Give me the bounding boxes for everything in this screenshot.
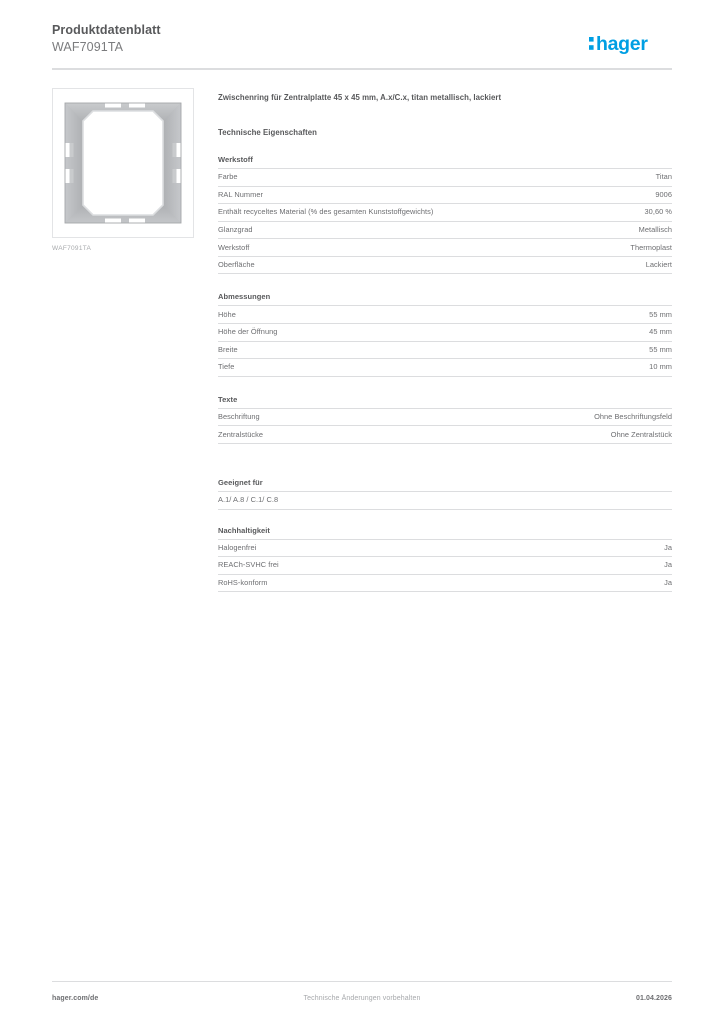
spec-label: Oberfläche [218, 260, 255, 270]
product-code-subtitle: WAF7091TA [52, 40, 124, 54]
spec-table [218, 305, 672, 376]
spec-label: Höhe [218, 309, 236, 319]
spec-label: RAL Nummer [218, 189, 263, 199]
spec-section [218, 292, 672, 376]
section-title: Abmessungen [218, 292, 271, 302]
spec-section [218, 526, 672, 593]
spec-label: Höhe der Öffnung [218, 327, 278, 337]
table-row [218, 204, 672, 222]
product-image-container [52, 88, 194, 238]
spec-value: Thermoplast [630, 242, 672, 252]
table-row [218, 491, 672, 509]
spec-value: Ja [664, 577, 672, 587]
spec-label: REACh-SVHC frei [218, 560, 279, 570]
header-divider [52, 68, 672, 70]
spec-label: Zentralstücke [218, 429, 264, 439]
section-title: Nachhaltigkeit [218, 525, 270, 535]
spec-value: Ohne Zentralstück [610, 429, 672, 439]
technical-properties-heading: Technische Eigenschaften [218, 128, 317, 137]
table-row [218, 341, 672, 359]
table-row [218, 426, 672, 444]
table-row [218, 324, 672, 342]
spec-table [218, 168, 672, 274]
footer-disclaimer: Technische Änderungen vorbehalten [303, 995, 421, 1002]
spec-label: Tiefe [218, 362, 235, 372]
spec-table [218, 491, 672, 510]
spec-value: 10 mm [649, 362, 672, 372]
spec-value: Ohne Beschriftungsfeld [594, 411, 672, 421]
spec-value: 45 mm [649, 327, 672, 337]
page-footer [52, 995, 672, 1007]
section-title: Werkstoff [218, 155, 253, 164]
table-row [218, 574, 672, 592]
spec-value: Ja [664, 560, 672, 570]
document-title: Produktdatenblatt [52, 23, 161, 37]
table-row [218, 169, 672, 187]
spec-value: Metallisch [638, 224, 672, 234]
svg-text:hager: hager [596, 33, 648, 55]
spec-value: 55 mm [649, 344, 672, 354]
footer-divider [52, 981, 672, 982]
page-header [52, 22, 672, 66]
spec-value: Lackiert [645, 260, 672, 270]
intermediate-ring-frame-image [61, 99, 185, 227]
product-image-caption: WAF7091TA [52, 245, 92, 252]
table-row [218, 186, 672, 204]
spec-label: Beschriftung [218, 411, 260, 421]
product-figure [52, 88, 194, 252]
section-title: Texte [218, 394, 238, 404]
table-row [218, 408, 672, 426]
spec-label: Glanzgrad [218, 224, 253, 234]
product-description: Zwischenring für Zentralplatte 45 x 45 mm, A.x/C.x, titan metallisch, lackiert [218, 93, 502, 102]
header-titles [52, 22, 161, 55]
spec-table [218, 408, 672, 444]
main-content [218, 92, 672, 592]
table-row [218, 221, 672, 239]
spec-section [218, 155, 672, 274]
spec-table [218, 539, 672, 593]
hager-logo-icon [588, 30, 672, 56]
spec-section [218, 478, 672, 510]
spec-label: Enthält recyceltes Material (% des gesamten Kunststoffgewichts) [218, 207, 434, 217]
spec-value: 30,60 % [644, 207, 672, 217]
table-row [218, 557, 672, 575]
hager-logo [588, 30, 672, 56]
table-row [218, 239, 672, 257]
spec-label: RoHS-konform [218, 577, 268, 587]
section-title: Geeignet für [218, 477, 263, 487]
footer-website[interactable]: hager.com/de [52, 995, 99, 1002]
spec-label: A.1/ A.8 / C.1/ C.8 [218, 495, 279, 505]
spec-value: Ja [664, 542, 672, 552]
spec-sections [218, 155, 672, 592]
spec-label: Werkstoff [218, 242, 250, 252]
spec-value: 55 mm [649, 309, 672, 319]
table-row [218, 306, 672, 324]
spec-value: 9006 [655, 189, 672, 199]
spec-label: Halogenfrei [218, 542, 257, 552]
spec-section [218, 395, 672, 444]
footer-date: 01.04.2026 [635, 995, 672, 1002]
table-row [218, 539, 672, 557]
table-row [218, 256, 672, 274]
spec-label: Farbe [218, 172, 238, 182]
table-row [218, 359, 672, 377]
spec-value: Titan [655, 172, 672, 182]
spec-label: Breite [218, 344, 238, 354]
